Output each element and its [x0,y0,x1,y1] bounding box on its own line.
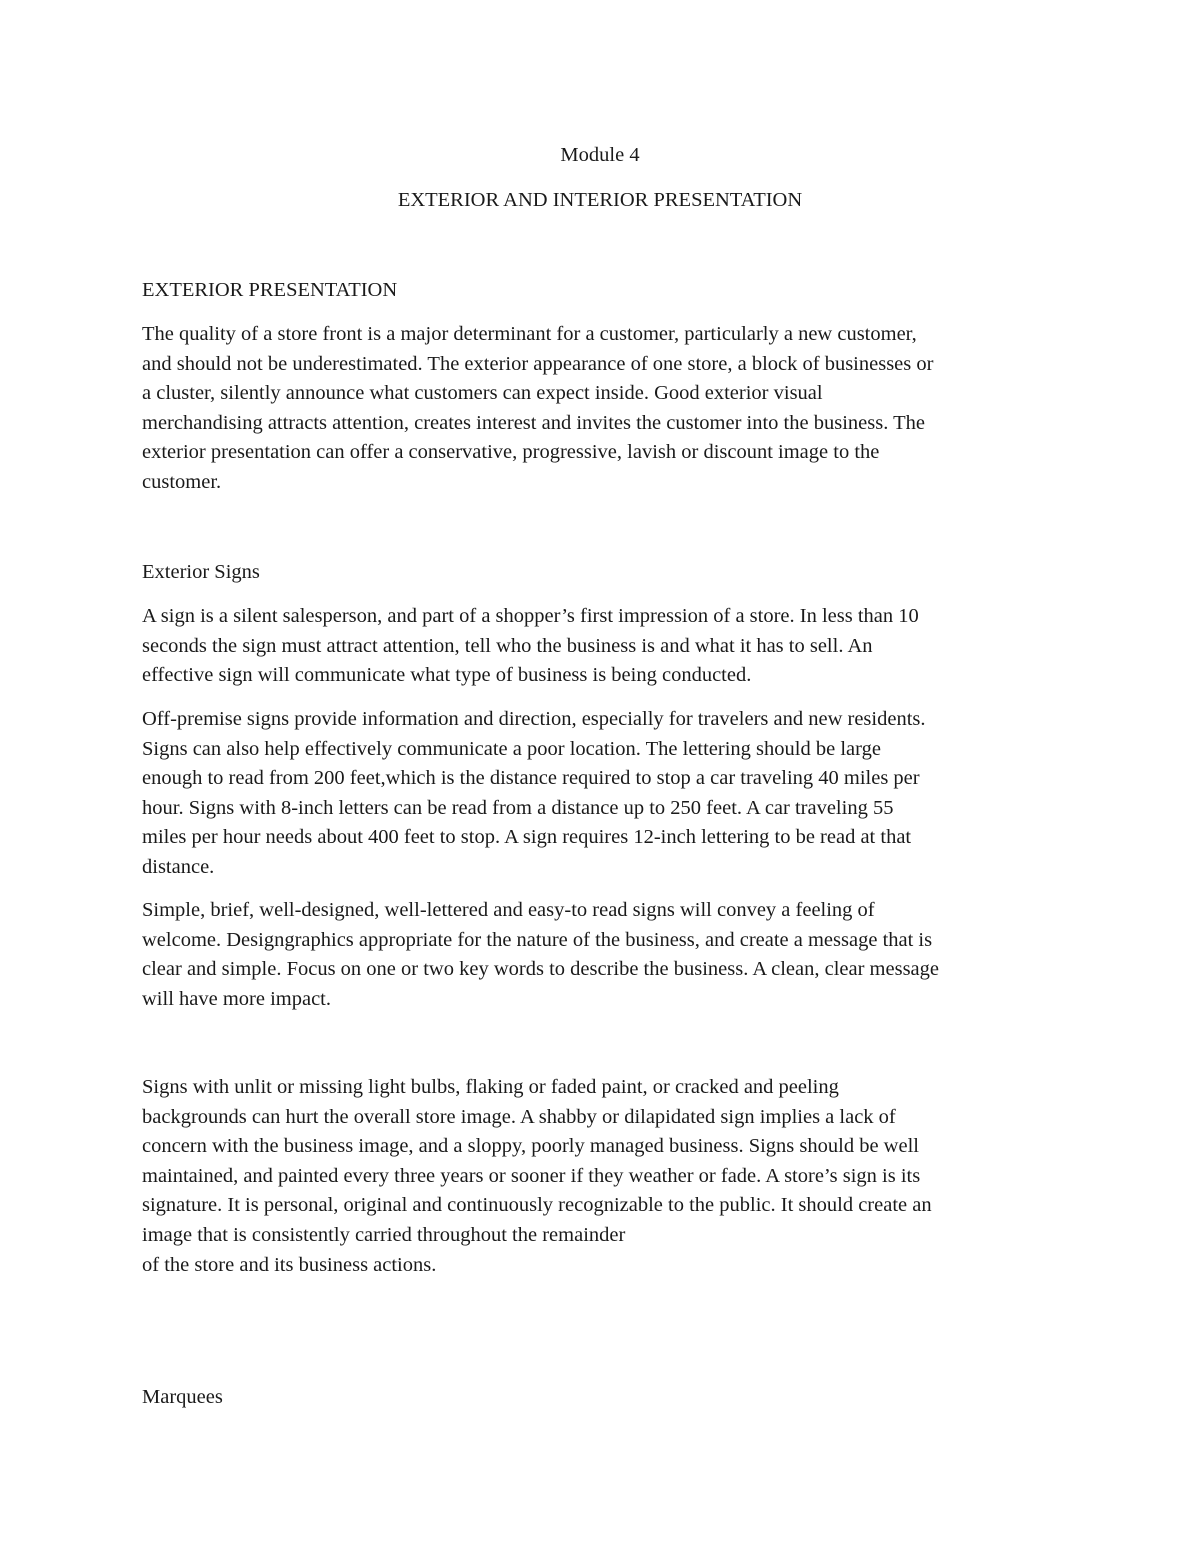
signs-paragraph-4 [142,1073,1082,1280]
paragraph-line: welcome. Designgraphics appropriate for the nature of the business, and create a message that is [142,928,933,951]
intro-paragraph [142,320,1082,498]
paragraph-line: The quality of a store front is a major determinant for a customer, particularly a new customer, [142,323,917,345]
paragraph-line: hour. Signs with 8-inch letters can be read from a distance up to 250 feet. A car traveling 55 [142,796,894,819]
paragraph-line: Off-premise signs provide information and direction, especially for travelers and new residents. [142,708,926,730]
signs-paragraph-1 [142,602,1082,691]
paragraph-line: of the store and its business actions. [142,1253,437,1276]
module-title: Module 4 [560,144,640,166]
paragraph-line: Simple, brief, well-designed, well-lettered and easy-to read signs will convey a feeling of [142,899,875,921]
signs-paragraph-2 [142,705,1082,883]
paragraph-line: Signs with unlit or missing light bulbs, flaking or faded paint, or cracked and peeling [142,1076,839,1098]
paragraph-line: will have more impact. [142,987,331,1010]
paragraph-line: concern with the business image, and a sloppy, poorly managed business. Signs should be well [142,1135,919,1158]
paragraph-line: seconds the sign must attract attention, tell who the business is and what it has to sell. An [142,634,873,657]
paragraph-line: effective sign will communicate what type of business is being conducted. [142,664,752,687]
paragraph-line: backgrounds can hurt the overall store image. A shabby or dilapidated sign implies a lack of [142,1105,896,1128]
paragraph-line: distance. [142,855,215,878]
paragraph-line: exterior presentation can offer a conservative, progressive, lavish or discount image to the [142,441,880,464]
paragraph-line: and should not be underestimated. The exterior appearance of one store, a block of businesses or [142,352,934,375]
subheading-marquees: Marquees [142,1386,223,1408]
subheading-exterior-signs: Exterior Signs [142,561,260,583]
paragraph-line: Signs can also help effectively communicate a poor location. The lettering should be large [142,737,881,760]
paragraph-line: maintained, and painted every three years or sooner if they weather or fade. A store’s sign is its [142,1164,921,1187]
main-title: EXTERIOR AND INTERIOR PRESENTATION [397,189,803,211]
paragraph-line: A sign is a silent salesperson, and part of a shopper’s first impression of a store. In less than 10 [142,605,919,627]
paragraph-line: image that is consistently carried throughout the remainder [142,1223,626,1246]
paragraph-line: clear and simple. Focus on one or two key words to describe the business. A clean, clear message [142,958,940,981]
signs-paragraph-3 [142,896,1082,1014]
paragraph-line: customer. [142,470,222,493]
paragraph-line: a cluster, silently announce what customers can expect inside. Good exterior visual [142,382,823,405]
section-heading: EXTERIOR PRESENTATION [142,279,398,301]
paragraph-line: enough to read from 200 feet,which is the distance required to stop a car traveling 40 miles per [142,767,920,790]
paragraph-line: merchandising attracts attention, creates interest and invites the customer into the business. The [142,411,925,434]
paragraph-line: signature. It is personal, original and continuously recognizable to the public. It should create an [142,1194,932,1217]
paragraph-line: miles per hour needs about 400 feet to stop. A sign requires 12-inch lettering to be read at that [142,826,912,849]
